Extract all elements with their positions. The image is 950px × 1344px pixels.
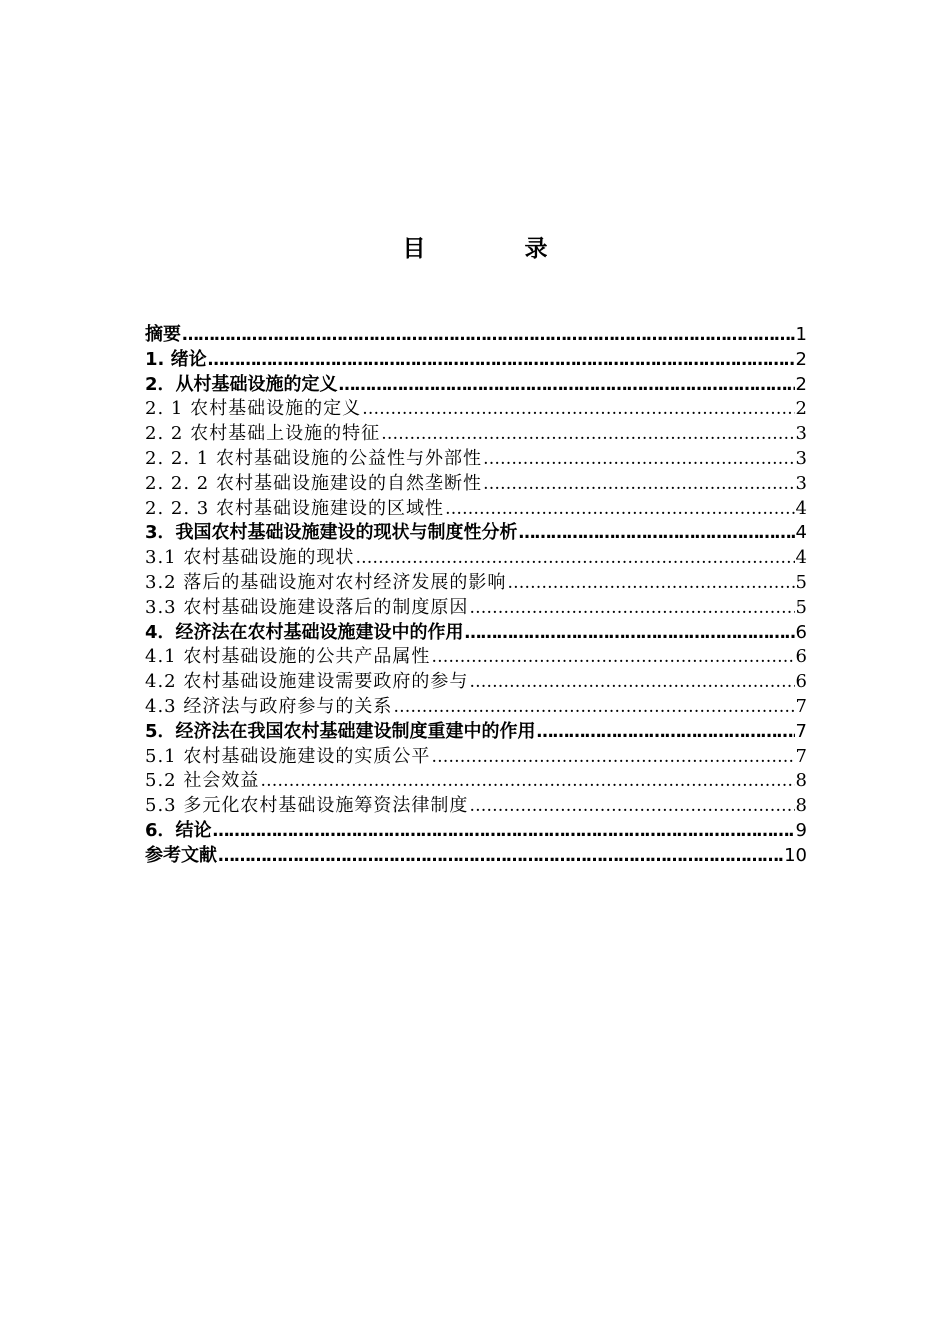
toc-entry-label: 1. 绪论 <box>145 348 207 370</box>
dot-leader <box>208 348 795 373</box>
dot-leader <box>381 422 794 447</box>
toc-entry-page-number: 7 <box>795 745 807 767</box>
toc-entry[interactable] <box>145 323 807 348</box>
dot-leader <box>260 769 794 794</box>
toc-entry-label: 5．经济法在我国农村基础建设制度重建中的作用 <box>145 720 536 742</box>
dot-leader <box>218 844 783 869</box>
toc-entry-label: 3.2 落后的基础设施对农村经济发展的影响 <box>145 571 507 593</box>
toc-entry-page-number: 4 <box>795 522 807 544</box>
toc-entry-label: 2. 2. 2 农村基础设施建设的自然垄断性 <box>145 472 482 494</box>
toc-entry-page-number: 5 <box>795 596 807 618</box>
dot-leader <box>339 373 795 398</box>
dot-leader <box>507 571 794 596</box>
toc-entry-label: 5.3 多元化农村基础设施筹资法律制度 <box>145 795 469 817</box>
toc-entry[interactable] <box>145 670 807 695</box>
toc-entry-page-number: 9 <box>795 819 807 841</box>
toc-entry-page-number: 8 <box>795 770 807 792</box>
dot-leader <box>469 794 794 819</box>
toc-entry-page-number: 4 <box>795 547 807 569</box>
dot-leader <box>469 596 794 621</box>
toc-entry-page-number: 2 <box>795 348 807 370</box>
toc-entry-label: 4.1 农村基础设施的公共产品属性 <box>145 646 431 668</box>
toc-entry-page-number: 4 <box>795 497 807 519</box>
dot-leader <box>465 621 795 646</box>
toc-entry[interactable] <box>145 695 807 720</box>
toc-entry[interactable] <box>145 546 807 571</box>
toc-entry-page-number: 6 <box>795 671 807 693</box>
toc-entry[interactable] <box>145 819 807 844</box>
dot-leader <box>445 497 795 522</box>
toc-entry-page-number: 3 <box>795 447 807 469</box>
toc-entry-label: 2. 2. 1 农村基础设施的公益性与外部性 <box>145 447 482 469</box>
toc-entry-label: 2. 1 农村基础设施的定义 <box>145 398 362 420</box>
toc-entry-page-number: 10 <box>784 844 807 866</box>
dot-leader <box>213 819 795 844</box>
toc-entry-label: 5.1 农村基础设施建设的实质公平 <box>145 745 431 767</box>
toc-entry[interactable] <box>145 621 807 646</box>
toc-entry-page-number: 6 <box>795 621 807 643</box>
dot-leader <box>431 745 794 770</box>
toc-entry-page-number: 2 <box>795 373 807 395</box>
dot-leader <box>537 720 795 745</box>
dot-leader <box>393 695 794 720</box>
toc-entry[interactable] <box>145 447 807 472</box>
toc-entry-label: 4.2 农村基础设施建设需要政府的参与 <box>145 671 469 693</box>
toc-entry[interactable] <box>145 745 807 770</box>
toc-entry[interactable] <box>145 397 807 422</box>
toc-entry[interactable] <box>145 844 807 869</box>
toc-entry[interactable] <box>145 645 807 670</box>
toc-entry-label: 4.3 经济法与政府参与的关系 <box>145 695 393 717</box>
toc-entry-page-number: 5 <box>795 571 807 593</box>
dot-leader <box>483 447 795 472</box>
toc-entry-page-number: 1 <box>795 324 807 345</box>
toc-entry[interactable] <box>145 497 807 522</box>
toc-entry-page-number: 7 <box>795 695 807 717</box>
toc-entry-page-number: 3 <box>795 472 807 494</box>
toc-entry[interactable] <box>145 373 807 398</box>
toc-entry[interactable] <box>145 769 807 794</box>
dot-leader <box>431 645 794 670</box>
dot-leader <box>469 670 794 695</box>
page-title: 目 录 <box>402 236 586 262</box>
toc-entry[interactable] <box>145 794 807 819</box>
dot-leader <box>182 323 795 348</box>
toc-entry-page-number: 6 <box>795 646 807 668</box>
toc-entry-label: 5.2 社会效益 <box>145 770 260 792</box>
toc-entry-label: 6．结论 <box>145 819 212 841</box>
toc-entry-label: 2. 2. 3 农村基础设施建设的区域性 <box>145 497 444 519</box>
toc-entry[interactable] <box>145 348 807 373</box>
dot-leader <box>483 472 795 497</box>
toc-entry-label: 3.3 农村基础设施建设落后的制度原因 <box>145 596 469 618</box>
toc-entry-label: 2. 2 农村基础上设施的特征 <box>145 423 381 445</box>
toc-entry[interactable] <box>145 521 807 546</box>
dot-leader <box>519 521 795 546</box>
toc-entry-label: 4．经济法在农村基础设施建设中的作用 <box>145 621 464 643</box>
toc-entry-label: 参考文献 <box>145 844 217 866</box>
toc-entry-label: 2．从村基础设施的定义 <box>145 373 338 395</box>
toc-entry[interactable] <box>145 720 807 745</box>
toc-entry-label: 3．我国农村基础设施建设的现状与制度性分析 <box>145 522 518 544</box>
dot-leader <box>362 397 794 422</box>
toc-entry-page-number: 3 <box>795 423 807 445</box>
toc-entry[interactable] <box>145 596 807 621</box>
toc-entry[interactable] <box>145 472 807 497</box>
toc-entry-page-number: 2 <box>795 398 807 420</box>
toc-entry[interactable] <box>145 422 807 447</box>
dot-leader <box>355 546 794 571</box>
toc-entry-label: 3.1 农村基础设施的现状 <box>145 547 355 569</box>
table-of-contents <box>145 323 807 869</box>
toc-entry-page-number: 8 <box>795 795 807 817</box>
toc-entry-page-number: 7 <box>795 720 807 742</box>
toc-entry[interactable] <box>145 571 807 596</box>
toc-entry-label: 摘要 <box>145 324 181 345</box>
